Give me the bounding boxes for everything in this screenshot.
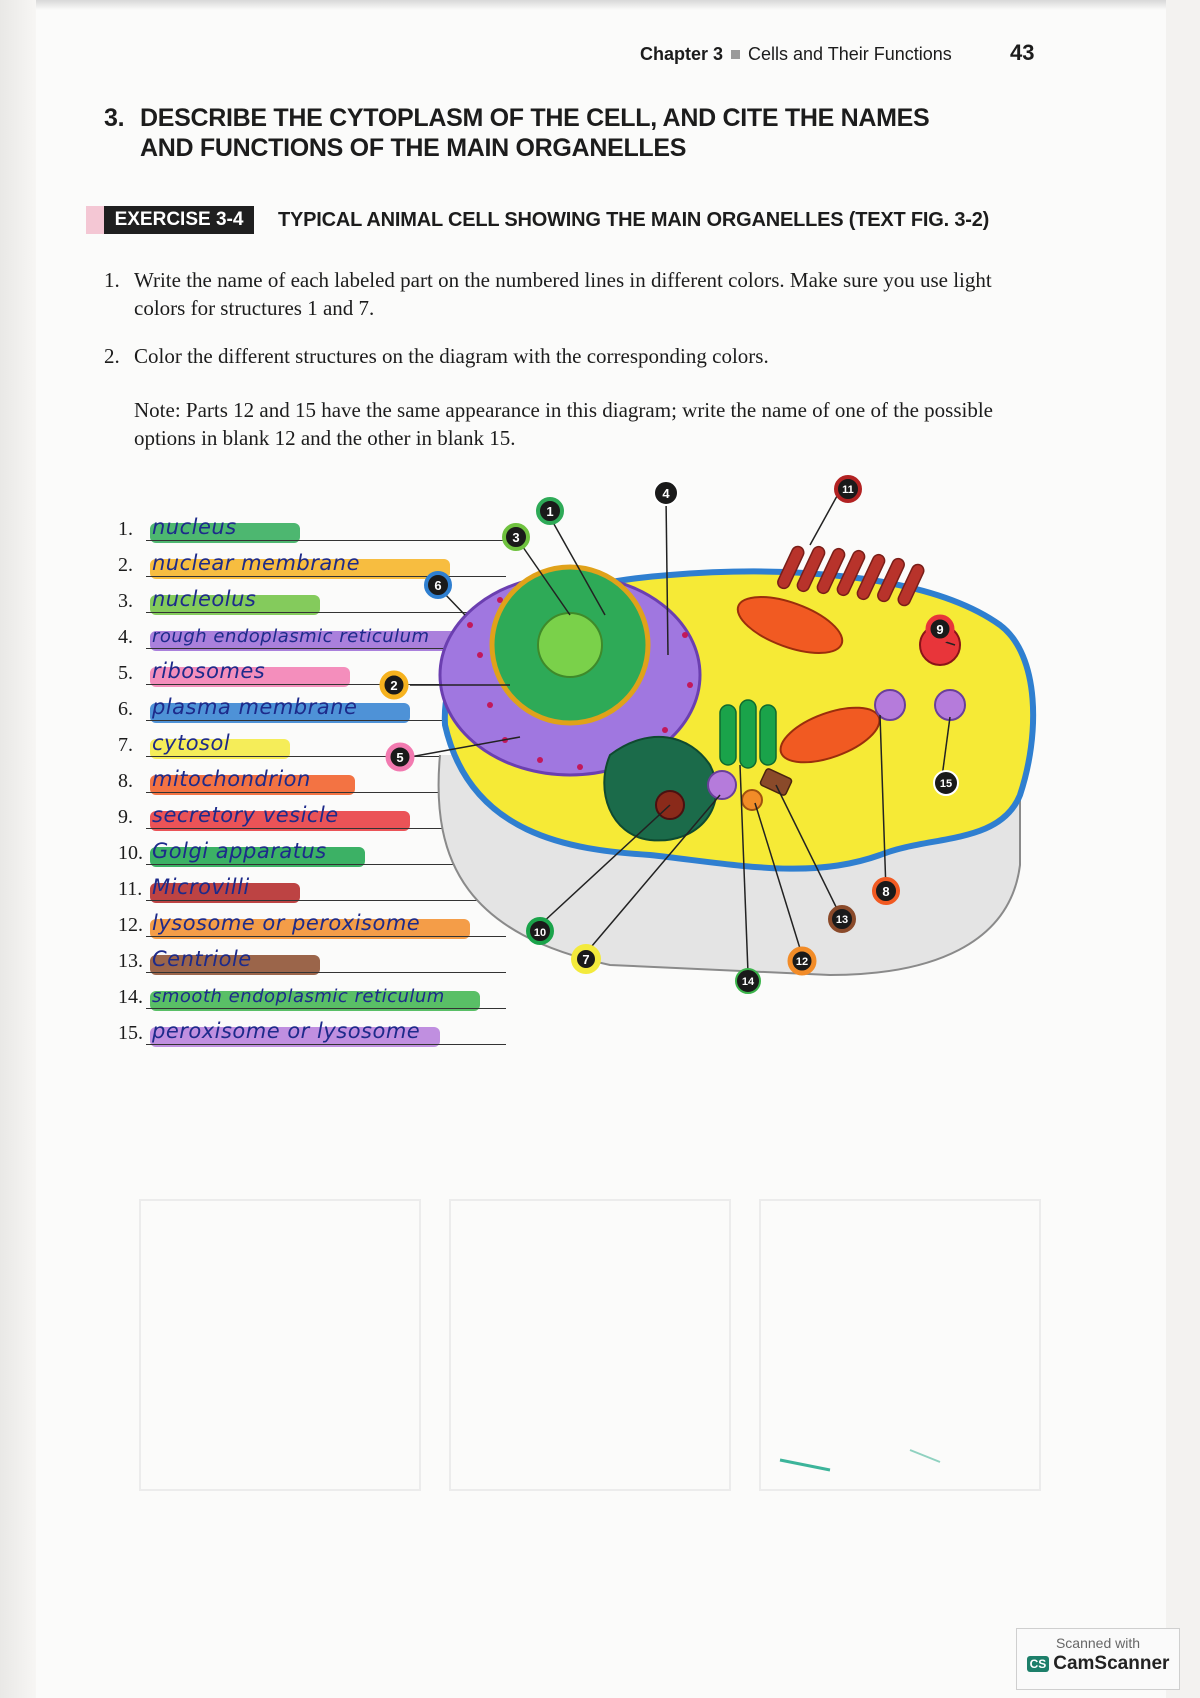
- nucleolus: [538, 613, 602, 677]
- square-bullet-icon: [731, 50, 740, 59]
- svg-text:5: 5: [396, 750, 404, 765]
- answer-number: 14.: [118, 986, 143, 1008]
- answer-number: 1.: [118, 518, 133, 540]
- scanner-brand-name: CamScanner: [1053, 1653, 1170, 1674]
- answer-number: 8.: [118, 770, 133, 792]
- instruction-number: 1.: [104, 268, 120, 292]
- answer-handwriting: nucleus: [152, 515, 237, 539]
- scanner-logo-icon: CS: [1027, 1656, 1050, 1672]
- lysosome: [935, 690, 965, 720]
- instruction-text: Write the name of each labeled part on the numbered lines in different colors. Make sure you use light colors for structures 1 and 7.: [134, 268, 992, 320]
- answer-number: 10.: [118, 842, 143, 864]
- section-title: DESCRIBE THE CYTOPLASM OF THE CELL, AND CITE THE NAMES AND FUNCTIONS OF THE MAIN ORGANELLES: [140, 104, 930, 162]
- exercise-badge: EXERCISE 3-4: [104, 206, 254, 234]
- callout-3: [504, 525, 528, 549]
- scanner-text: Scanned with: [1055, 1635, 1141, 1651]
- page-edge: [0, 0, 36, 1698]
- svg-text:14: 14: [741, 976, 755, 988]
- callout-1: [538, 499, 562, 523]
- answer-number: 15.: [118, 1022, 143, 1044]
- answer-number: 2.: [118, 554, 133, 576]
- instruction-number: 2.: [104, 344, 120, 368]
- svg-text:8: 8: [882, 884, 890, 899]
- answer-handwriting: nuclear membrane: [152, 551, 360, 575]
- callout-4: [654, 481, 678, 505]
- animal-cell-diagram: [390, 484, 1070, 1105]
- answer-number: 11.: [118, 878, 143, 900]
- answer-number: 5.: [118, 662, 133, 684]
- svg-text:7: 7: [582, 952, 590, 967]
- running-head: [640, 44, 1040, 65]
- scanner-brand: [1017, 1653, 1179, 1675]
- svg-text:1: 1: [546, 504, 554, 519]
- svg-text:10: 10: [533, 927, 547, 939]
- answer-number: 12.: [118, 914, 143, 936]
- callout-6: [426, 573, 450, 597]
- answer-number: 9.: [118, 806, 133, 828]
- note-text: Note: Parts 12 and 15 have the same appearance in this diagram; write the name of one of the possible options in blank 12 and the other in blank 15.: [134, 398, 993, 450]
- svg-text:9: 9: [936, 622, 944, 637]
- svg-text:6: 6: [434, 578, 442, 593]
- svg-text:12: 12: [795, 956, 809, 968]
- callout-2: [382, 673, 406, 697]
- answer-number: 6.: [118, 698, 133, 720]
- answer-handwriting: cytosol: [152, 731, 231, 755]
- answer-handwriting: mitochondrion: [152, 767, 311, 791]
- callout-7: [574, 947, 598, 971]
- callout-5: [388, 745, 412, 769]
- answer-handwriting: peroxisome or lysosome: [152, 1019, 421, 1043]
- lysosome: [708, 771, 736, 799]
- page-top-edge: [36, 0, 1166, 10]
- answer-handwriting: smooth endoplasmic reticulum: [152, 986, 445, 1007]
- answer-handwriting: rough endoplasmic reticulum: [152, 626, 430, 647]
- answer-number: 7.: [118, 734, 133, 756]
- answer-handwriting: Microvilli: [152, 875, 250, 899]
- svg-text:3: 3: [512, 530, 520, 545]
- section-number: 3.: [104, 104, 125, 132]
- chapter-title: Cells and Their Functions: [748, 44, 952, 64]
- callout-9: [928, 617, 952, 641]
- answer-handwriting: ribosomes: [152, 659, 266, 683]
- lysosome: [742, 790, 762, 810]
- answer-number: 3.: [118, 590, 133, 612]
- answer-handwriting: lysosome or peroxisome: [152, 911, 421, 935]
- exercise-marker: [86, 206, 106, 234]
- faint-show-through: [140, 1200, 1060, 1540]
- answer-number: 4.: [118, 626, 133, 648]
- chapter-label: Chapter 3: [640, 44, 724, 64]
- golgi-apparatus: [720, 700, 776, 768]
- answer-number: 13.: [118, 950, 143, 972]
- callout-13: [830, 907, 854, 931]
- svg-text:13: 13: [835, 914, 849, 926]
- page-number: 43: [1010, 40, 1035, 65]
- exercise-title: TYPICAL ANIMAL CELL SHOWING THE MAIN ORGANELLES (TEXT FIG. 3-2): [278, 209, 990, 231]
- answer-handwriting: Golgi apparatus: [152, 839, 327, 863]
- answer-handwriting: plasma membrane: [152, 695, 358, 719]
- svg-text:15: 15: [939, 778, 953, 790]
- callout-14: [736, 969, 760, 993]
- callout-11: [836, 477, 860, 501]
- svg-text:4: 4: [662, 486, 670, 501]
- answer-handwriting: nucleolus: [152, 587, 257, 611]
- smooth-endoplasmic-reticulum: [604, 737, 716, 841]
- svg-text:11: 11: [842, 484, 854, 496]
- instruction-text: Color the different structures on the diagram with the corresponding colors.: [134, 344, 769, 368]
- callout-8: [874, 879, 898, 903]
- scanner-watermark: [1016, 1628, 1180, 1690]
- svg-text:2: 2: [390, 678, 398, 693]
- callout-15: [934, 771, 958, 795]
- answer-handwriting: Centriole: [152, 947, 252, 971]
- callout-12: [790, 949, 814, 973]
- answer-handwriting: secretory vesicle: [152, 803, 339, 827]
- callout-10: [528, 919, 552, 943]
